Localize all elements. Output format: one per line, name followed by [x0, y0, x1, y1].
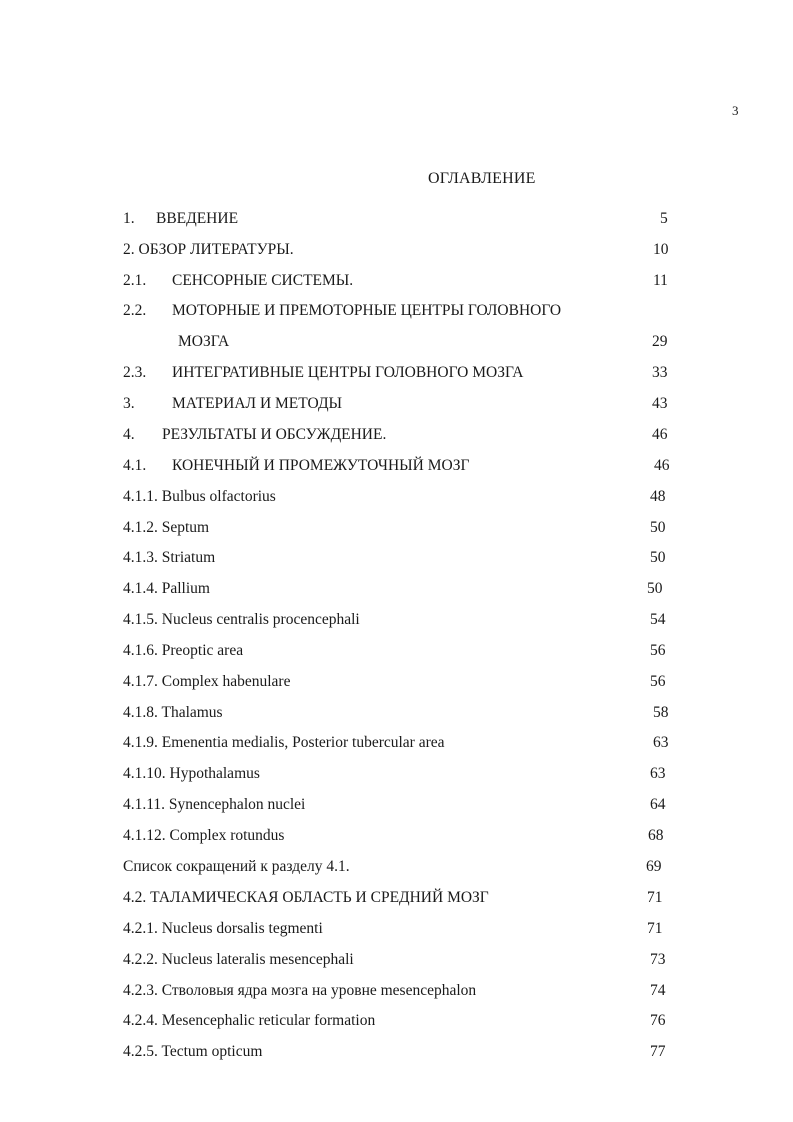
- entry-number: 2.1.: [123, 272, 147, 289]
- entry-page: 73: [650, 951, 666, 968]
- toc-entry: [123, 609, 683, 631]
- entry-page: 56: [650, 673, 666, 690]
- toc-entry: [123, 1010, 683, 1032]
- entry-text: 4.2.4. Mesencephalic reticular formation: [123, 1012, 376, 1029]
- entry-number: 3.: [123, 395, 135, 412]
- toc-entry: [123, 887, 683, 909]
- entry-text: 4.1.5. Nucleus centralis procencephali: [123, 611, 360, 628]
- entry-page: 63: [653, 734, 669, 751]
- entry-page: 43: [652, 395, 668, 412]
- entry-page: 46: [654, 457, 670, 474]
- entry-page: 56: [650, 642, 666, 659]
- entry-page: 50: [647, 580, 663, 597]
- toc-entry: [123, 270, 683, 292]
- entry-text: СЕНСОРНЫЕ СИСТЕМЫ.: [172, 272, 354, 289]
- entry-text: 4.2.5. Tectum opticum: [123, 1043, 263, 1060]
- entry-page: 29: [652, 333, 668, 350]
- toc-entry: [123, 455, 683, 477]
- entry-text: ИНТЕГРАТИВНЫЕ ЦЕНТРЫ ГОЛОВНОГО МОЗГА: [172, 364, 524, 381]
- toc-entry: [123, 702, 683, 724]
- entry-page: 77: [650, 1043, 666, 1060]
- entry-text: 4.2. ТАЛАМИЧЕСКАЯ ОБЛАСТЬ И СРЕДНИЙ МОЗГ: [123, 889, 489, 906]
- entry-text: МОЗГА: [178, 333, 230, 350]
- toc-entry: [123, 208, 683, 230]
- entry-page: 63: [650, 765, 666, 782]
- entry-text: 4.1.1. Bulbus olfactorius: [123, 488, 276, 505]
- entry-page: 74: [650, 982, 666, 999]
- entry-page: 46: [652, 426, 668, 443]
- toc-entry: [123, 300, 683, 322]
- toc-entry: [123, 825, 683, 847]
- entry-page: 50: [650, 549, 666, 566]
- entry-text: 4.1.2. Septum: [123, 519, 210, 536]
- entry-page: 71: [647, 889, 663, 906]
- entry-text: 4.1.11. Synencephalon nuclei: [123, 796, 306, 813]
- entry-text: 4.1.10. Hypothalamus: [123, 765, 260, 782]
- toc-entry: [123, 671, 683, 693]
- toc-entry: [123, 640, 683, 662]
- toc-entry: [123, 239, 683, 261]
- entry-number: 4.1.: [123, 457, 147, 474]
- entry-text: 4.1.12. Complex rotundus: [123, 827, 285, 844]
- toc-entry: [123, 980, 683, 1002]
- entry-page: 76: [650, 1012, 666, 1029]
- toc-entry: [123, 486, 683, 508]
- toc-entry: [123, 949, 683, 971]
- toc-entry: [123, 794, 683, 816]
- toc-entry: [123, 517, 683, 539]
- toc-entry: [123, 393, 683, 415]
- entry-text: 2. ОБЗОР ЛИТЕРАТУРЫ.: [123, 241, 294, 258]
- entry-page: 54: [650, 611, 666, 628]
- toc-entry: [123, 1041, 683, 1063]
- entry-text: МОТОРНЫЕ И ПРЕМОТОРНЫЕ ЦЕНТРЫ ГОЛОВНОГО: [172, 302, 562, 319]
- entry-page: 10: [653, 241, 669, 258]
- entry-page: 68: [648, 827, 664, 844]
- entry-page: 33: [652, 364, 668, 381]
- toc-entry: [123, 732, 683, 754]
- entry-text: 4.2.3. Стволовыя ядра мозга на уровне mesencephalon: [123, 982, 477, 999]
- toc-entry: [123, 856, 683, 878]
- entry-page: 50: [650, 519, 666, 536]
- entry-text: 4.1.4. Pallium: [123, 580, 210, 597]
- toc-entry: [123, 578, 683, 600]
- entry-text: ВВЕДЕНИЕ: [156, 210, 239, 227]
- entry-page: 64: [650, 796, 666, 813]
- entry-number: 2.2.: [123, 302, 147, 319]
- toc-entry: [123, 331, 683, 353]
- entry-page: 5: [660, 210, 668, 227]
- entry-number: 2.3.: [123, 364, 147, 381]
- entry-text: РЕЗУЛЬТАТЫ И ОБСУЖДЕНИЕ.: [162, 426, 387, 443]
- entry-number: 4.: [123, 426, 135, 443]
- toc-entry: [123, 763, 683, 785]
- entry-text: 4.1.9. Emenentia medialis, Posterior tubercular area: [123, 734, 445, 751]
- entry-page: 71: [647, 920, 663, 937]
- entry-text: Список сокращений к разделу 4.1.: [123, 858, 350, 875]
- entry-text: КОНЕЧНЫЙ И ПРОМЕЖУТОЧНЫЙ МОЗГ: [172, 457, 470, 474]
- entry-text: 4.1.6. Preoptic area: [123, 642, 244, 659]
- entry-page: 11: [653, 272, 668, 289]
- entry-text: МАТЕРИАЛ И МЕТОДЫ: [172, 395, 343, 412]
- toc-entry: [123, 424, 683, 446]
- entry-text: 4.2.1. Nucleus dorsalis tegmenti: [123, 920, 323, 937]
- page-number: 3: [732, 103, 739, 118]
- entry-text: 4.2.2. Nucleus lateralis mesencephali: [123, 951, 354, 968]
- entry-number: 1.: [123, 210, 135, 227]
- entry-text: 4.1.3. Striatum: [123, 549, 216, 566]
- toc-title: ОГЛАВЛЕНИЕ: [428, 170, 536, 187]
- toc-entry: [123, 918, 683, 940]
- entry-page: 58: [653, 704, 669, 721]
- entry-page: 48: [650, 488, 666, 505]
- entry-text: 4.1.8. Thalamus: [123, 704, 223, 721]
- toc-entry: [123, 547, 683, 569]
- entry-text: 4.1.7. Complex habenulare: [123, 673, 291, 690]
- entry-page: 69: [646, 858, 662, 875]
- toc-entry: [123, 362, 683, 384]
